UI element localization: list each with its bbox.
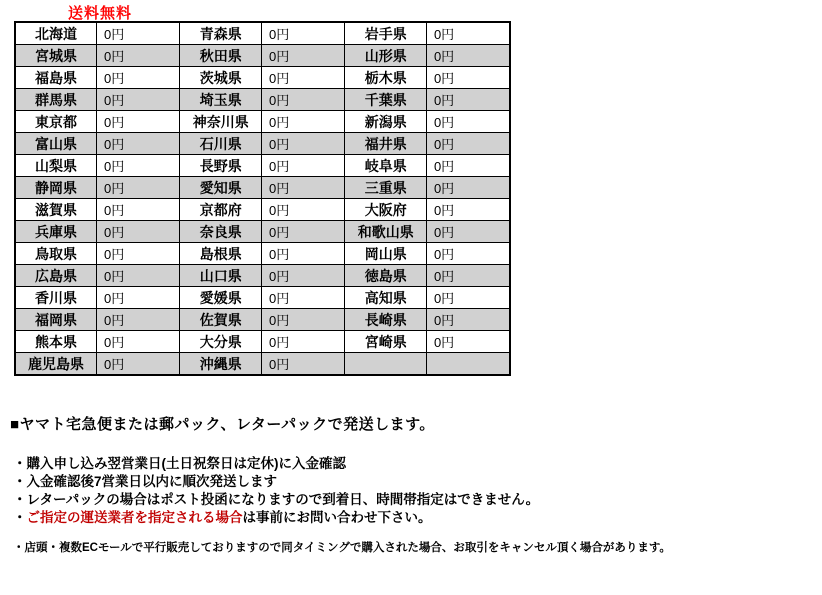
fee-cell: 0円 [261, 221, 345, 243]
prefecture-cell: 神奈川県 [180, 111, 261, 133]
prefecture-cell: 佐賀県 [180, 309, 261, 331]
shipping-notes-list [13, 455, 671, 557]
fee-cell: 0円 [426, 199, 510, 221]
note-item [13, 509, 671, 527]
fee-cell: 0円 [96, 155, 180, 177]
prefecture-cell: 沖縄県 [180, 353, 261, 376]
table-row [15, 331, 510, 353]
fee-cell: 0円 [261, 22, 345, 45]
fee-cell: 0円 [261, 309, 345, 331]
table-row [15, 22, 510, 45]
prefecture-cell: 宮城県 [15, 45, 96, 67]
fee-cell: 0円 [426, 331, 510, 353]
note-text-segment: ・購入申し込み翌営業日(土日祝祭日は定休)に入金確認 [13, 456, 346, 471]
prefecture-cell: 北海道 [15, 22, 96, 45]
fee-cell: 0円 [426, 45, 510, 67]
shipping-fee-table [14, 21, 511, 376]
note-text-segment: ご指定の運送業者を指定される場合 [26, 510, 243, 525]
prefecture-cell: 福島県 [15, 67, 96, 89]
fee-cell: 0円 [426, 67, 510, 89]
note-text-segment: は事前にお問い合わせ下さい。 [242, 510, 432, 525]
prefecture-cell: 宮崎県 [345, 331, 426, 353]
fee-cell: 0円 [96, 287, 180, 309]
fee-cell: 0円 [96, 89, 180, 111]
table-row [15, 45, 510, 67]
fee-cell: 0円 [96, 221, 180, 243]
prefecture-cell: 愛媛県 [180, 287, 261, 309]
table-row [15, 265, 510, 287]
table-row [15, 177, 510, 199]
prefecture-cell: 山形県 [345, 45, 426, 67]
prefecture-cell: 栃木県 [345, 67, 426, 89]
fee-cell: 0円 [261, 243, 345, 265]
fee-cell: 0円 [426, 22, 510, 45]
fee-cell: 0円 [96, 309, 180, 331]
prefecture-cell: 大分県 [180, 331, 261, 353]
fee-cell: 0円 [426, 89, 510, 111]
prefecture-cell: 山口県 [180, 265, 261, 287]
prefecture-cell: 奈良県 [180, 221, 261, 243]
table-row [15, 353, 510, 376]
prefecture-cell: 千葉県 [345, 89, 426, 111]
table-row [15, 221, 510, 243]
fee-cell: 0円 [96, 177, 180, 199]
fee-cell: 0円 [261, 67, 345, 89]
prefecture-cell: 鹿児島県 [15, 353, 96, 376]
prefecture-cell: 岐阜県 [345, 155, 426, 177]
prefecture-cell: 徳島県 [345, 265, 426, 287]
prefecture-cell: 兵庫県 [15, 221, 96, 243]
fee-cell: 0円 [426, 287, 510, 309]
fee-cell: 0円 [426, 265, 510, 287]
fee-cell: 0円 [261, 177, 345, 199]
prefecture-cell: 熊本県 [15, 331, 96, 353]
table-row [15, 133, 510, 155]
table-row [15, 155, 510, 177]
prefecture-cell: 和歌山県 [345, 221, 426, 243]
note-text-segment: ・レターパックの場合はポスト投函になりますので到着日、時間帯指定はできません。 [13, 492, 540, 507]
fee-cell: 0円 [96, 199, 180, 221]
shipping-method-heading: ■ヤマト宅急便または郵パック、レターパックで発送します。 [10, 416, 435, 433]
fee-cell: 0円 [261, 287, 345, 309]
prefecture-cell: 滋賀県 [15, 199, 96, 221]
fee-cell: 0円 [261, 265, 345, 287]
note-item [13, 539, 671, 557]
fee-cell: 0円 [261, 45, 345, 67]
prefecture-cell: 新潟県 [345, 111, 426, 133]
note-text-segment: ・ [13, 510, 27, 525]
fee-cell: 0円 [96, 22, 180, 45]
prefecture-cell: 福岡県 [15, 309, 96, 331]
prefecture-cell: 山梨県 [15, 155, 96, 177]
prefecture-cell: 福井県 [345, 133, 426, 155]
free-shipping-label: 送料無料 [68, 5, 133, 22]
prefecture-cell: 長野県 [180, 155, 261, 177]
fee-cell: 0円 [96, 353, 180, 376]
fee-cell: 0円 [426, 111, 510, 133]
fee-cell: 0円 [426, 243, 510, 265]
fee-cell: 0円 [261, 199, 345, 221]
fee-cell: 0円 [261, 133, 345, 155]
note-item [13, 455, 671, 473]
fee-cell: 0円 [261, 155, 345, 177]
table-row [15, 287, 510, 309]
fee-cell: 0円 [426, 309, 510, 331]
prefecture-cell: 京都府 [180, 199, 261, 221]
prefecture-cell: 三重県 [345, 177, 426, 199]
prefecture-cell: 静岡県 [15, 177, 96, 199]
fee-cell: 0円 [96, 67, 180, 89]
prefecture-cell: 愛知県 [180, 177, 261, 199]
fee-cell: 0円 [426, 177, 510, 199]
prefecture-cell: 東京都 [15, 111, 96, 133]
prefecture-cell: 埼玉県 [180, 89, 261, 111]
fee-cell: 0円 [96, 265, 180, 287]
prefecture-cell: 鳥取県 [15, 243, 96, 265]
table-row [15, 309, 510, 331]
fee-cell [426, 353, 510, 376]
prefecture-cell: 高知県 [345, 287, 426, 309]
prefecture-cell: 島根県 [180, 243, 261, 265]
fee-cell: 0円 [96, 111, 180, 133]
fee-cell: 0円 [96, 243, 180, 265]
note-text-segment: ・店頭・複数ECモールで平行販売しておりますので同タイミングで購入された場合、お取引をキャンセル頂く場合があります。 [13, 542, 671, 554]
fee-cell: 0円 [261, 89, 345, 111]
fee-cell: 0円 [261, 331, 345, 353]
prefecture-cell: 岩手県 [345, 22, 426, 45]
prefecture-cell: 富山県 [15, 133, 96, 155]
prefecture-cell: 石川県 [180, 133, 261, 155]
table-row [15, 243, 510, 265]
fee-cell: 0円 [96, 45, 180, 67]
prefecture-cell: 広島県 [15, 265, 96, 287]
prefecture-cell: 大阪府 [345, 199, 426, 221]
prefecture-cell: 茨城県 [180, 67, 261, 89]
note-text-segment: ・入金確認後7営業日以内に順次発送します [13, 474, 278, 489]
fee-cell: 0円 [261, 111, 345, 133]
fee-cell: 0円 [426, 221, 510, 243]
fee-cell: 0円 [96, 331, 180, 353]
prefecture-cell: 長崎県 [345, 309, 426, 331]
table-row [15, 89, 510, 111]
fee-cell: 0円 [426, 133, 510, 155]
table-row [15, 111, 510, 133]
fee-cell: 0円 [426, 155, 510, 177]
prefecture-cell: 群馬県 [15, 89, 96, 111]
prefecture-cell [345, 353, 426, 376]
table-row [15, 199, 510, 221]
prefecture-cell: 岡山県 [345, 243, 426, 265]
note-item [13, 473, 671, 491]
prefecture-cell: 青森県 [180, 22, 261, 45]
fee-cell: 0円 [96, 133, 180, 155]
fee-cell: 0円 [261, 353, 345, 376]
note-item [13, 491, 671, 509]
prefecture-cell: 香川県 [15, 287, 96, 309]
table-row [15, 67, 510, 89]
prefecture-cell: 秋田県 [180, 45, 261, 67]
